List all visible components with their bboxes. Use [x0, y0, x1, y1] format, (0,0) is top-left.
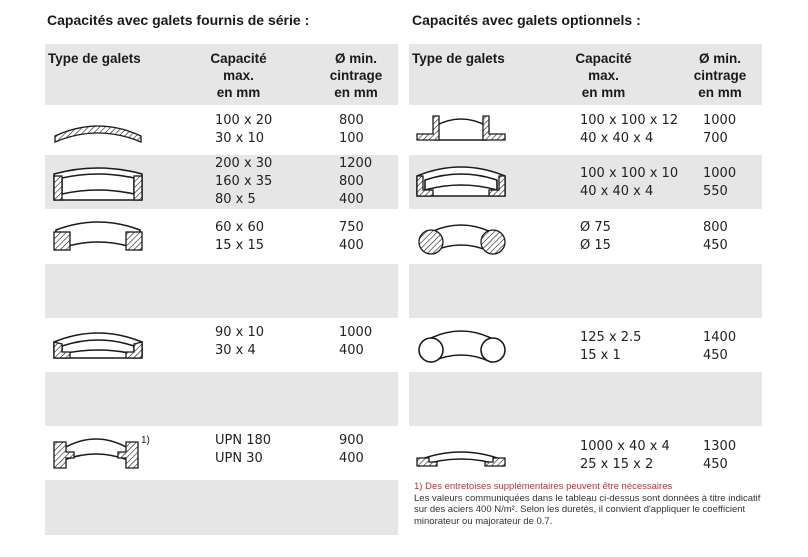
table-cell: 100 x 100 x 12 40 x 40 x 4 [580, 113, 679, 146]
table-cell: 100 x 100 x 10 40 x 40 x 4 [580, 166, 679, 199]
t-bar-roller-icon [413, 442, 513, 472]
upn-channel-roller-icon [50, 432, 144, 472]
table-cell: 800 100 [339, 113, 364, 146]
table-cell: 1000 550 [703, 166, 737, 199]
square-bar-roller-icon [50, 220, 150, 256]
right-row-band-6 [409, 372, 762, 426]
left-section-title: Capacités avec galets fournis de série : [47, 12, 310, 28]
table-cell: 1300 450 [703, 439, 737, 472]
table-cell: 1400 450 [703, 330, 737, 363]
left-header-type: Type de galets [48, 51, 141, 66]
left-row-band-4 [45, 264, 398, 318]
round-bar-roller-icon [413, 222, 513, 262]
table-cell: 800 450 [703, 220, 728, 253]
right-section-title: Capacités avec galets optionnels : [412, 12, 641, 28]
table-cell: 1000 400 [339, 325, 373, 358]
table-cell: Ø 75 Ø 15 [580, 220, 611, 253]
tube-roller-icon [413, 330, 513, 370]
table-cell: 100 x 20 30 x 10 [215, 113, 273, 146]
left-row-band-6 [45, 372, 398, 426]
table-cell: 200 x 30 160 x 35 80 x 5 [215, 156, 273, 207]
footnote-text: Les valeurs communiquées dans le tableau ci-dessus sont données à titre indicatif sur des aciers 400 N/m². Selon les duretés, il convient d'appliquer le coefficient minorateur ou majorateur de 0.7. [414, 492, 761, 527]
footnote-marker: 1) [141, 435, 150, 446]
right-header-capacity: Capacité max. en mm [575, 51, 632, 100]
table-cell: 1200 800 400 [339, 156, 373, 207]
left-row-band-8 [45, 480, 398, 535]
table-cell: 1000 700 [703, 113, 737, 146]
footnote-note: 1) Des entretoises supplémentaires peuvent être nécessaires [414, 481, 673, 492]
angle-leg-in-roller-icon [413, 162, 513, 200]
table-cell: UPN 180 UPN 30 [215, 433, 272, 466]
right-header-type: Type de galets [412, 51, 505, 66]
table-cell: 750 400 [339, 220, 364, 253]
table-cell: 1000 x 40 x 4 25 x 15 x 2 [580, 439, 670, 472]
left-header-capacity: Capacité max. en mm [210, 51, 267, 100]
left-header-diameter: Ø min. cintrage en mm [329, 51, 383, 100]
table-cell: 900 400 [339, 433, 364, 466]
table-cell: 90 x 10 30 x 4 [215, 325, 265, 358]
angle-leg-out-roller-icon [413, 110, 513, 146]
flat-bar-edge-roller-icon [50, 164, 150, 204]
right-header-diameter: Ø min. cintrage en mm [693, 51, 747, 100]
right-row-band-4 [409, 264, 762, 318]
flat-bar-roller-icon [50, 114, 150, 144]
table-cell: 60 x 60 15 x 15 [215, 220, 265, 253]
footnote [414, 481, 774, 527]
table-cell: 125 x 2.5 15 x 1 [580, 330, 642, 363]
angle-roller-icon [50, 328, 150, 362]
